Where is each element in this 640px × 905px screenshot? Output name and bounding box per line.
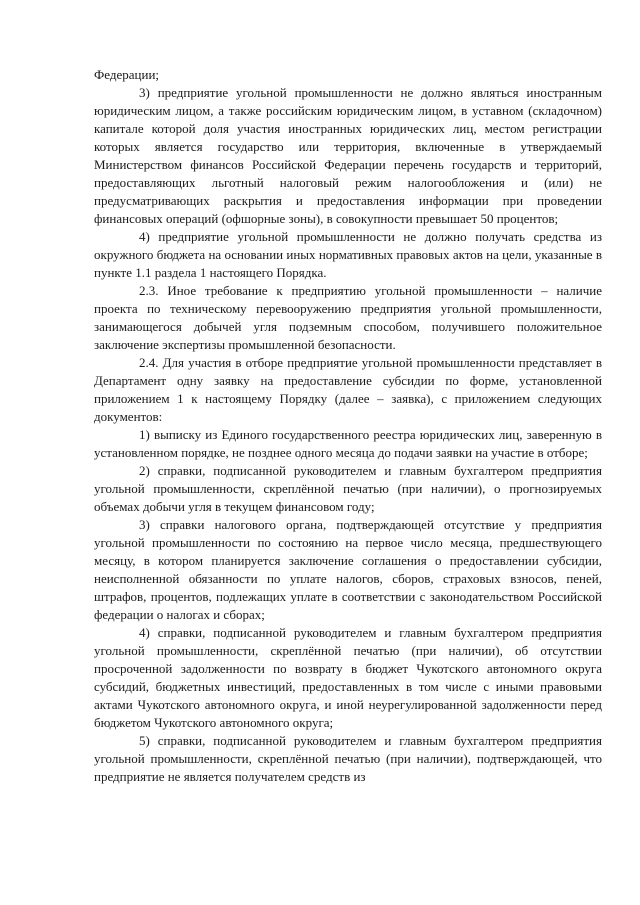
paragraph-doc-1-registry-extract: 1) выписку из Единого государственного реестра юридических лиц, заверенную в установленном порядке, не позднее одного месяца до подачи заявки на участие в отборе; [94, 427, 602, 460]
paragraph-doc-2-production-forecast: 2) справки, подписанной руководителем и главным бухгалтером предприятия угольной промышленности, скреплённой печатью (при наличии), о прогнозируемых объемах добычи угля в текущем финансовом году; [94, 463, 602, 514]
paragraph-continuation: Федерации; [94, 67, 160, 82]
paragraph-doc-4-no-arrears: 4) справки, подписанной руководителем и главным бухгалтером предприятия угольной промышленности, скреплённой печатью (при наличии), об отсутствии просроченной задолженности по возврату в бюджет Чукотского автономного округа субсидий, бюджетных инвестиций, предоставленных в том числе с иными правовыми актами Чукотского автономного округа, и иной неурегулированной задолженности перед бюджетом Чукотского автономного округа; [94, 625, 602, 730]
paragraph-doc-3-tax-certificate: 3) справки налогового органа, подтверждающей отсутствие у предприятия угольной промышленности по состоянию на первое число месяца, предшествующего месяцу, в котором планируется заключение соглашения о предоставлении субсидии, неисполненной обязанности по уплате налогов, сборов, страховых взносов, пеней, штрафов, процентов, подлежащих уплате в соответствии с законодательством Российской федерации о налогах и сборах; [94, 517, 602, 622]
document-body [94, 66, 602, 786]
paragraph-section-2-4: 2.4. Для участия в отборе предприятие угольной промышленности представляет в Департамент одну заявку на предоставление субсидии по форме, установленной приложением 1 к настоящему Порядку (далее – заявка), с приложением следующих документов: [94, 355, 602, 424]
paragraph-item-3-foreign-entity: 3) предприятие угольной промышленности не должно являться иностранным юридическим лицом, а также российским юридическим лицом, в уставном (складочном) капитале которой доля участия иностранных юридических лиц, местом регистрации которых является государство или территория, включенные в утверждаемый Министерством финансов Российской Федерации перечень государств и территорий, предоставляющих льготный налоговый режим налогообложения и (или) не предусматривающих раскрытия и предоставления информации при проведении финансовых операций (офшорные зоны), в совокупности превышает 50 процентов; [94, 85, 602, 226]
paragraph-item-4-budget-funds: 4) предприятие угольной промышленности не должно получать средства из окружного бюджета на основании иных нормативных правовых актов на цели, указанные в пункте 1.1 раздела 1 настоящего Порядка. [94, 229, 602, 280]
paragraph-section-2-3: 2.3. Иное требование к предприятию угольной промышленности – наличие проекта по техническому перевооружению предприятия угольной промышленности, занимающегося добычей угля подземным способом, получившего положительное заключение экспертизы промышленной безопасности. [94, 283, 602, 352]
paragraph-doc-5-not-recipient: 5) справки, подписанной руководителем и главным бухгалтером предприятия угольной промышленности, скреплённой печатью (при наличии), подтверждающей, что предприятие не является получателем средств из [94, 733, 602, 784]
